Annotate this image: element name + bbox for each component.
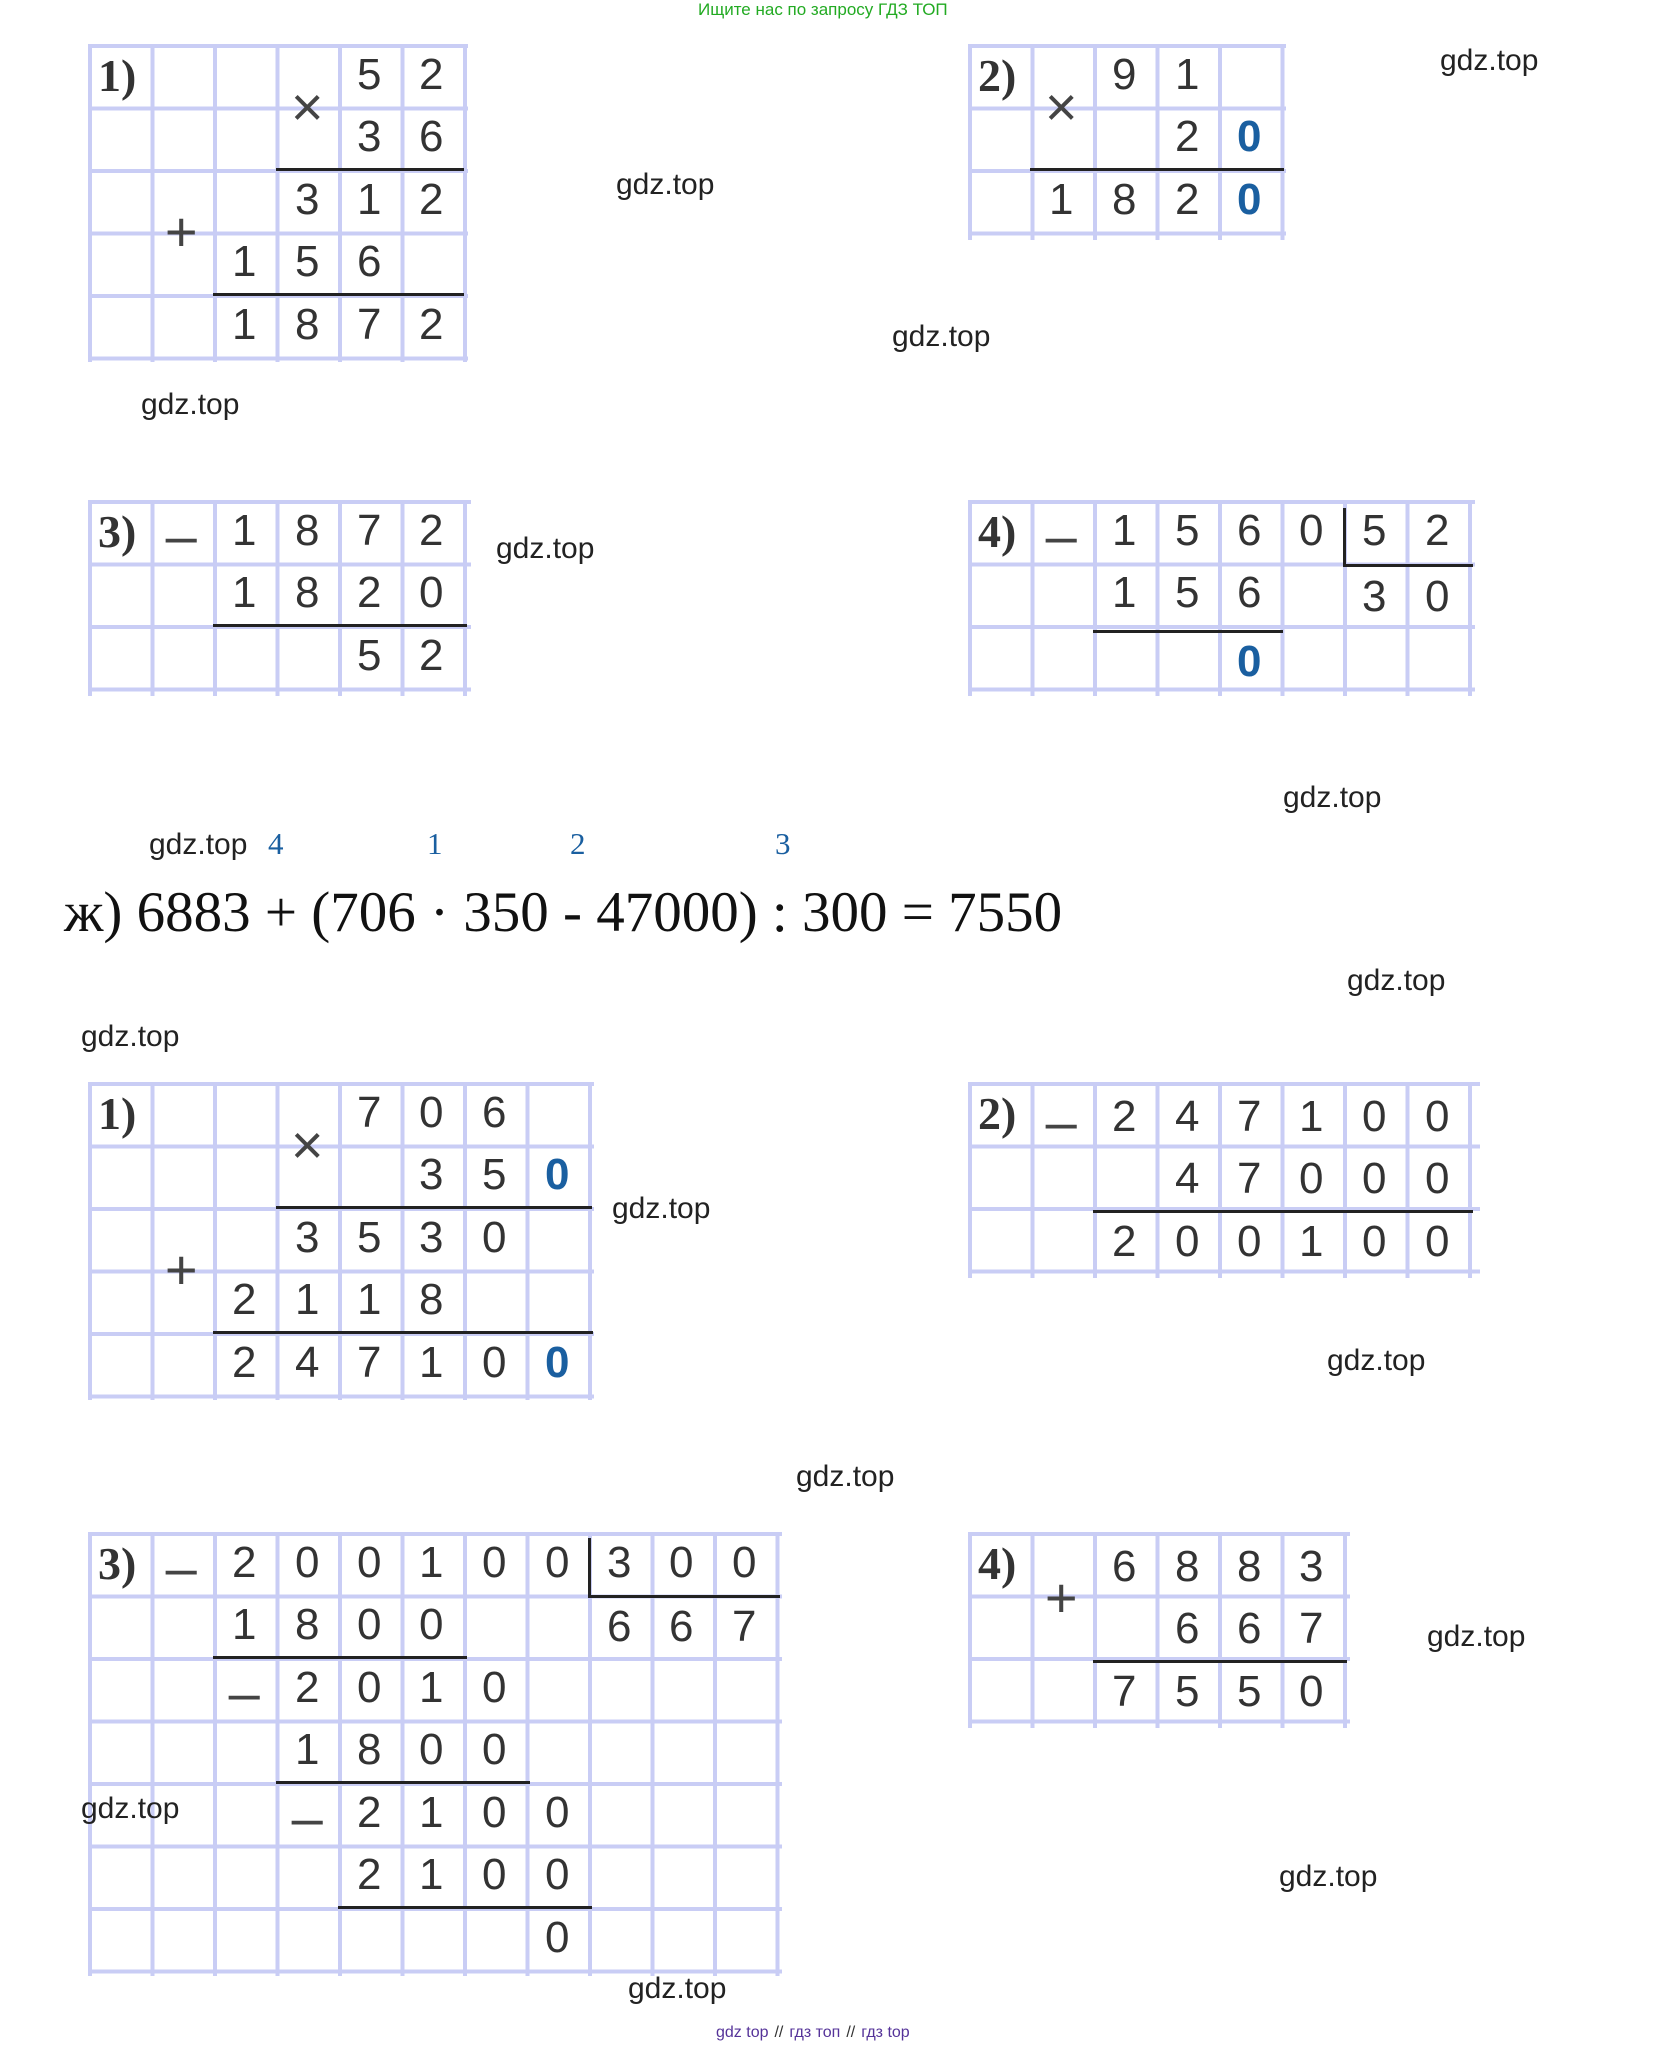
digit: 4 [1175, 1092, 1200, 1142]
digit: 0 [545, 1338, 570, 1388]
footer-link[interactable]: гдз топ [789, 2024, 841, 2041]
digit: 8 [1112, 175, 1137, 225]
q2-grid [968, 1082, 1480, 1278]
q4-grid [968, 1532, 1350, 1728]
digit: 7 [1299, 1604, 1324, 1654]
digit: 6 [1237, 1604, 1262, 1654]
minus-sign: – [291, 1785, 323, 1849]
digit: 1 [357, 175, 382, 225]
digit: 6 [357, 237, 382, 287]
digit: 1 [1112, 568, 1137, 618]
digit: 6 [1175, 1604, 1200, 1654]
digit: 1 [232, 237, 257, 287]
digit: 5 [357, 1213, 382, 1263]
footer-separator: // [846, 2024, 856, 2041]
digit: 0 [1237, 175, 1262, 225]
watermark: gdz.top [81, 1792, 180, 1825]
digit: 1 [1049, 175, 1074, 225]
equation: ж) 6883 + (706 · 350 - 47000) : 300 = 7550 [64, 881, 1063, 944]
digit: 1 [357, 1275, 382, 1325]
digit: 1 [1299, 1092, 1324, 1142]
watermark: gdz.top [628, 1972, 727, 2005]
problem-label: 1) [98, 49, 137, 101]
digit: 5 [1175, 506, 1200, 556]
digit: 1 [419, 1338, 444, 1388]
digit: 2 [1175, 112, 1200, 162]
digit: 2 [1425, 506, 1450, 556]
problem-label: 3) [98, 1537, 137, 1589]
step-number: 2 [570, 826, 586, 861]
digit: 0 [1299, 1154, 1324, 1204]
digit: 0 [1299, 1667, 1324, 1717]
digit: 3 [295, 1213, 320, 1263]
digit: 7 [1237, 1154, 1262, 1204]
digit: 7 [1237, 1092, 1262, 1142]
plus-sign: + [164, 1237, 198, 1301]
digit: 6 [1112, 1542, 1137, 1592]
problem-2-grid [968, 44, 1286, 240]
digit: 8 [295, 568, 320, 618]
digit: 5 [295, 237, 320, 287]
plus-sign: + [1044, 1565, 1078, 1629]
minus-sign: – [165, 503, 197, 567]
digit: 2 [232, 1338, 257, 1388]
digit: 3 [357, 112, 382, 162]
digit: 1 [419, 1850, 444, 1900]
digit: 1 [232, 506, 257, 556]
footer-link[interactable]: gdz top [716, 2024, 769, 2041]
search-banner: Ищите нас по запросу ГДЗ ТОП [698, 0, 948, 19]
digit: 8 [1175, 1542, 1200, 1592]
digit: 0 [357, 1663, 382, 1713]
digit: 4 [1175, 1154, 1200, 1204]
digit: 0 [1425, 1217, 1450, 1267]
digit: 0 [482, 1538, 507, 1588]
digit: 0 [545, 1150, 570, 1200]
digit: 2 [419, 631, 444, 681]
q3-grid [88, 1532, 782, 1976]
digit: 2 [419, 50, 444, 100]
digit: 0 [669, 1538, 694, 1588]
digit: 7 [1112, 1667, 1137, 1717]
watermark: gdz.top [1427, 1620, 1526, 1653]
digit: 1 [1112, 506, 1137, 556]
problem-3-grid [88, 500, 471, 696]
digit: 4 [295, 1338, 320, 1388]
digit: 0 [419, 568, 444, 618]
digit: 6 [419, 112, 444, 162]
digit: 0 [1175, 1217, 1200, 1267]
digit: 2 [232, 1538, 257, 1588]
digit: 0 [1425, 1154, 1450, 1204]
digit: 1 [232, 1600, 257, 1650]
digit: 0 [1362, 1154, 1387, 1204]
digit: 2 [357, 1850, 382, 1900]
watermark: gdz.top [1347, 964, 1446, 997]
digit: 0 [732, 1538, 757, 1588]
digit: 8 [1237, 1542, 1262, 1592]
digit: 0 [357, 1538, 382, 1588]
step-number: 4 [268, 826, 284, 861]
digit: 3 [1299, 1542, 1324, 1592]
digit: 8 [419, 1275, 444, 1325]
watermark: gdz.top [1283, 781, 1382, 814]
multiply-sign: × [1044, 74, 1078, 138]
digit: 3 [1362, 572, 1387, 622]
digit: 0 [482, 1725, 507, 1775]
digit: 1 [419, 1663, 444, 1713]
digit: 1 [1299, 1217, 1324, 1267]
digit: 6 [1237, 568, 1262, 618]
digit: 6 [607, 1602, 632, 1652]
digit: 2 [1175, 175, 1200, 225]
digit: 1 [419, 1538, 444, 1588]
watermark: gdz.top [796, 1460, 895, 1493]
problem-label: 4) [978, 1537, 1017, 1589]
digit: 2 [419, 506, 444, 556]
watermark: gdz.top [1327, 1344, 1426, 1377]
digit: 7 [357, 1338, 382, 1388]
digit: 7 [732, 1602, 757, 1652]
digit: 0 [482, 1338, 507, 1388]
problem-label: 2) [978, 1087, 1017, 1139]
step-number: 3 [775, 826, 791, 861]
digit: 0 [357, 1600, 382, 1650]
digit: 2 [419, 300, 444, 350]
digit: 9 [1112, 50, 1137, 100]
footer-link[interactable]: гдз top [861, 2024, 910, 2041]
digit: 2 [357, 568, 382, 618]
digit: 0 [1237, 112, 1262, 162]
digit: 7 [357, 300, 382, 350]
digit: 0 [1299, 506, 1324, 556]
digit: 8 [295, 300, 320, 350]
digit: 6 [482, 1088, 507, 1138]
digit: 2 [419, 175, 444, 225]
digit: 7 [357, 1088, 382, 1138]
digit: 0 [482, 1788, 507, 1838]
digit: 8 [295, 1600, 320, 1650]
digit: 1 [295, 1275, 320, 1325]
digit: 0 [419, 1088, 444, 1138]
digit: 1 [232, 300, 257, 350]
footer-links [716, 2024, 910, 2042]
watermark: gdz.top [149, 828, 248, 861]
digit: 8 [295, 506, 320, 556]
minus-sign: – [228, 1660, 260, 1724]
problem-4-grid [968, 500, 1475, 696]
digit: 5 [1362, 506, 1387, 556]
digit: 6 [1237, 506, 1262, 556]
digit: 7 [357, 506, 382, 556]
digit: 0 [1237, 1217, 1262, 1267]
minus-sign: – [1045, 503, 1077, 567]
digit: 0 [545, 1538, 570, 1588]
digit: 5 [1175, 568, 1200, 618]
watermark: gdz.top [81, 1020, 180, 1053]
digit: 0 [1362, 1217, 1387, 1267]
digit: 3 [419, 1213, 444, 1263]
digit: 3 [295, 175, 320, 225]
problem-label: 1) [98, 1087, 137, 1139]
digit: 5 [1175, 1667, 1200, 1717]
digit: 0 [545, 1788, 570, 1838]
digit: 2 [357, 1788, 382, 1838]
digit: 5 [1237, 1667, 1262, 1717]
watermark: gdz.top [612, 1192, 711, 1225]
digit: 1 [1175, 50, 1200, 100]
plus-sign: + [164, 199, 198, 263]
minus-sign: – [1045, 1089, 1077, 1153]
digit: 0 [1425, 1092, 1450, 1142]
footer-separator: // [774, 2024, 784, 2041]
multiply-sign: × [290, 1112, 324, 1176]
minus-sign: – [165, 1535, 197, 1599]
digit: 0 [482, 1850, 507, 1900]
digit: 0 [295, 1538, 320, 1588]
digit: 6 [669, 1602, 694, 1652]
watermark: gdz.top [1440, 44, 1539, 77]
watermark: gdz.top [1279, 1860, 1378, 1893]
digit: 0 [1362, 1092, 1387, 1142]
problem-label: 3) [98, 505, 137, 557]
q1-grid [88, 1082, 594, 1400]
digit: 2 [1112, 1217, 1137, 1267]
digit: 2 [232, 1275, 257, 1325]
watermark: gdz.top [892, 320, 991, 353]
digit: 1 [419, 1788, 444, 1838]
digit: 2 [295, 1663, 320, 1713]
watermark: gdz.top [496, 532, 595, 565]
digit: 0 [482, 1213, 507, 1263]
digit: 5 [357, 50, 382, 100]
digit: 0 [1237, 637, 1262, 687]
digit: 2 [1112, 1092, 1137, 1142]
multiply-sign: × [290, 74, 324, 138]
digit: 1 [232, 568, 257, 618]
division-bar [1343, 508, 1346, 566]
digit: 0 [545, 1913, 570, 1963]
problem-label: 2) [978, 49, 1017, 101]
digit: 5 [482, 1150, 507, 1200]
digit: 8 [357, 1725, 382, 1775]
watermark: gdz.top [141, 388, 240, 421]
digit: 0 [419, 1600, 444, 1650]
digit: 0 [1425, 572, 1450, 622]
problem-1-grid [88, 44, 468, 362]
digit: 0 [482, 1663, 507, 1713]
digit: 3 [607, 1538, 632, 1588]
watermark: gdz.top [616, 168, 715, 201]
step-number: 1 [427, 826, 443, 861]
digit: 0 [419, 1725, 444, 1775]
digit: 5 [357, 631, 382, 681]
digit: 0 [545, 1850, 570, 1900]
division-bar [588, 1538, 591, 1598]
digit: 1 [295, 1725, 320, 1775]
problem-label: 4) [978, 505, 1017, 557]
digit: 3 [419, 1150, 444, 1200]
